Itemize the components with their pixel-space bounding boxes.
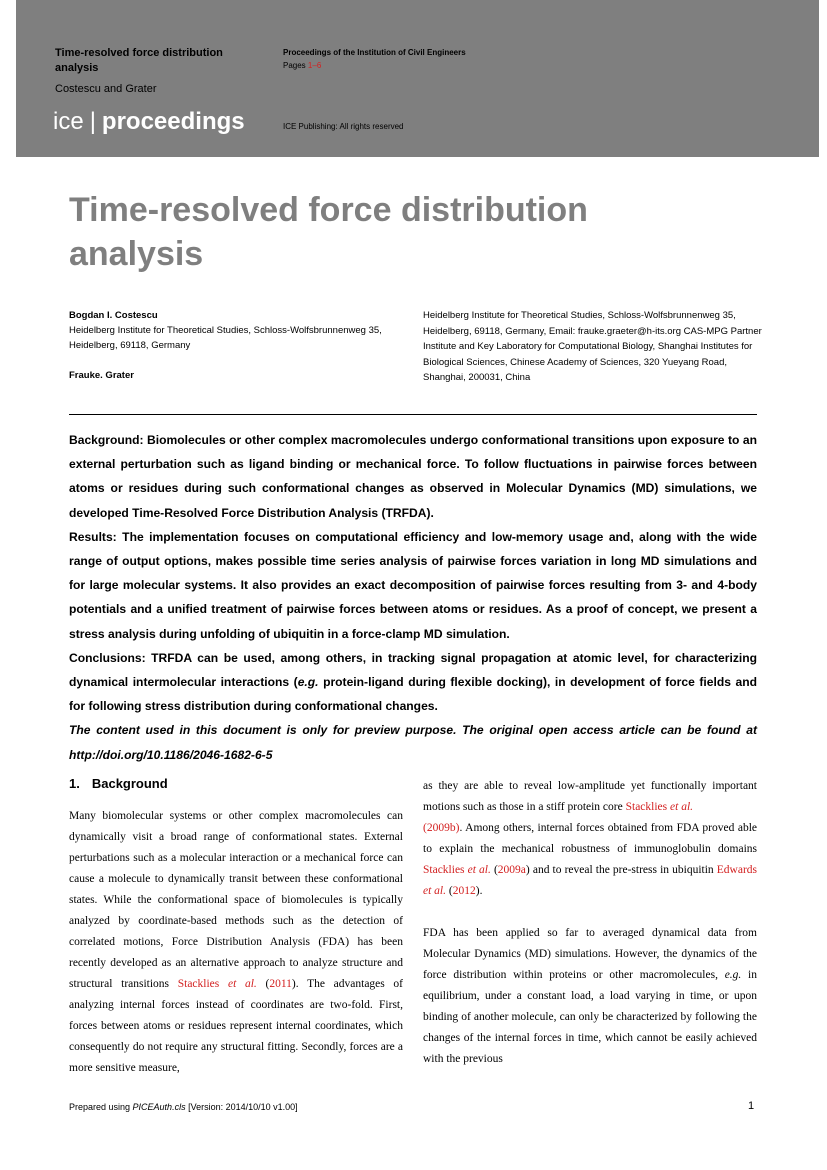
citation-year-link[interactable]: (2009b) [423, 822, 460, 834]
footer-version: [Version: 2014/10/10 v1.00] [185, 1102, 298, 1112]
logo-ice: ice [53, 108, 84, 135]
conclusions-text-a: Conclusions: TRFDA can be used, among others, in tracking signal propagation at atomic level, for characterizing dynamical intermolecular interactions ( [69, 650, 757, 690]
text-run: . Among others, internal forces obtained from FDA proved able to explain the mechanical robustness of immunoglobulin domains [423, 822, 757, 855]
divider-line [69, 414, 757, 415]
citation-year-link[interactable]: 2009a [497, 864, 526, 876]
text-run: . [479, 885, 483, 897]
author-1-name: Bogdan I. Costescu [69, 310, 158, 321]
body-column-right [423, 776, 757, 1070]
pages-range-link[interactable]: 1–6 [307, 61, 322, 70]
text-run: . The advantages of analyzing internal forces instead of coordinates are two-fold. First, forces between atoms or residues represent internal coordinates, which consequently do not require any structural fitting. Secondly, forces are a more sensitive measure, [69, 978, 404, 1074]
ice-proceedings-logo [53, 108, 245, 136]
text-run: as they are able to reveal low-amplitude yet functionally important motions such as those in a stiff protein core [423, 780, 757, 813]
page-range [283, 61, 321, 70]
text-run: Many biomolecular systems or other complex macromolecules can dynamically visit a broad range of conformational states. External perturbations such as a molecular interaction or a mechanical force can cause a molecule to dynamically transit between these conformational states. While the conformational space of biomolecules is typically analyzed by coordinate-based methods such as the detection of correlated motions, Force Distribution Analysis (FDA) has been recently developed as an alternative approach to analyze structure and structural transitions [69, 810, 403, 990]
running-title: Time-resolved force distribution analysis [55, 47, 223, 74]
paragraph: as they are able to reveal low-amplitude yet functionally important motions such as those in a stiff protein core Stacklies et al. (2009b). Among others, internal forces obtained from FDA proved able to explain the mechanical robustness of immunoglobulin domains Stacklies et al. (2009a) and to reveal the pre-stress in ubiquitin Edwards et al. (2012). [423, 780, 758, 897]
citation-link[interactable]: Stacklies et al. [423, 864, 491, 876]
abstract-background: Background: Biomolecules or other complex macromolecules undergo conformational transitions upon exposure to an external perturbation such as ligand binding or mechanical force. To follow fluctuations in pairwise forces between atoms or residues during such conformational changes as observed in Molecular Dynamics (MD) simulations, we developed Time-Resolved Force Distribution Analysis (TRFDA). [69, 433, 757, 520]
section-title: Background [91, 776, 168, 791]
abstract-conclusions [69, 646, 757, 719]
paragraph [423, 923, 757, 1070]
text-run: and to reveal the pre-stress in ubiquitin [529, 864, 717, 876]
footer-text: Prepared using [69, 1102, 133, 1112]
conclusions-eg: e.g. [297, 675, 319, 690]
citation-link[interactable]: Stacklies et al. [625, 801, 694, 813]
citation-link[interactable]: Edwards et al. [423, 864, 758, 897]
text-run: in equilibrium, under a constant load, a load varying in time, or upon binding of another molecule, can only be characterized by following the changes of the internal forces in time, which cannot be easily achieved with the previous [423, 969, 757, 1065]
running-authors: Costescu and Grater [55, 83, 157, 95]
logo-proceedings: proceedings [101, 108, 245, 135]
abstract-results: Results: The implementation focuses on computational efficiency and low-memory usage and, along with the wide range of output options, makes possible time series analysis of pairwise forces variation in long MD simulations and for large molecular systems. It also provides an exact decomposition of pairwise forces resulting from 3- and 4-body potentials and a unified treatment of pairwise forces between atoms or residues. As a proof of concept, we present a stress analysis during unfolding of ubiquitin in a force-clamp MD simulation. [69, 529, 757, 641]
paragraph: Many biomolecular systems or other complex macromolecules can dynamically visit a broad range of conformational states. External perturbations such as a molecular interaction or a mechanical force can cause a molecule to dynamically transit between these conformational states. While the conformational space of biomolecules is typically analyzed by coordinate-based methods such as the detection of correlated motions, Force Distribution Analysis (FDA) has been recently developed as an alternative approach to analyze structure and structural transitions Stacklies et al. (2011). The advantages of analyzing internal forces instead of coordinates are two-fold. First, forces between atoms or residues represent internal coordinates, which consequently do not require any structural fitting. Secondly, forces are a more sensitive measure, [69, 810, 404, 1074]
page-number: 1 [748, 1100, 755, 1112]
abstract [69, 428, 757, 767]
citation-link[interactable]: Stacklies et al. [177, 978, 257, 990]
citation-year-link[interactable]: 2011 [269, 978, 292, 990]
author-1-affiliation: Heidelberg Institute for Theoretical Studies, Schloss-Wolfsbrunnenweg 35, Heidelberg, 69118, Germany [69, 325, 382, 351]
paper-title: Time-resolved force distribution analysis [69, 191, 588, 273]
author-2-affiliation: Heidelberg Institute for Theoretical Studies, Schloss-Wolfsbrunnenweg 35, Heidelberg, 69118, Germany, Email: frauke.graeter@h-its.org CAS-MPG Partner Institute and Key Laboratory for Computational Biology, Shanghai Institutes for Biological Sciences, Chinese Academy of Sciences, 320 Yueyang Road, Shanghai, 200031, China [423, 310, 762, 383]
footer-cls: PICEAuth.cls [132, 1102, 186, 1112]
journal-name: Proceedings of the Institution of Civil Engineers [283, 48, 466, 57]
logo-separator: | [89, 108, 96, 135]
author-2-name: Frauke. Grater [69, 370, 134, 381]
text-run: FDA has been applied so far to averaged dynamical data from Molecular Dynamics (MD) simulations. However, the dynamics of the force distribution within proteins or other macromolecules, [423, 927, 757, 981]
footer-prepared-using [69, 1102, 298, 1112]
citation-year-link[interactable]: 2012 [452, 885, 476, 897]
section-number: 1. [69, 776, 80, 791]
pages-prefix: Pages [283, 61, 306, 70]
eg-italic: e.g. [724, 969, 742, 981]
preview-notice: The content used in this document is only for preview purpose. The original open access article can be found at http://doi.org/10.1186/2046-1682-6-5 [69, 723, 757, 762]
section-heading [69, 776, 168, 791]
author-block-left [69, 308, 409, 383]
publisher-rights: ICE Publishing: All rights reserved [283, 122, 404, 131]
body-column-left [69, 806, 403, 1079]
conclusions-text-b: protein-ligand during flexible docking), in development of force fields and for following stress distribution during conformational changes. [69, 675, 757, 714]
